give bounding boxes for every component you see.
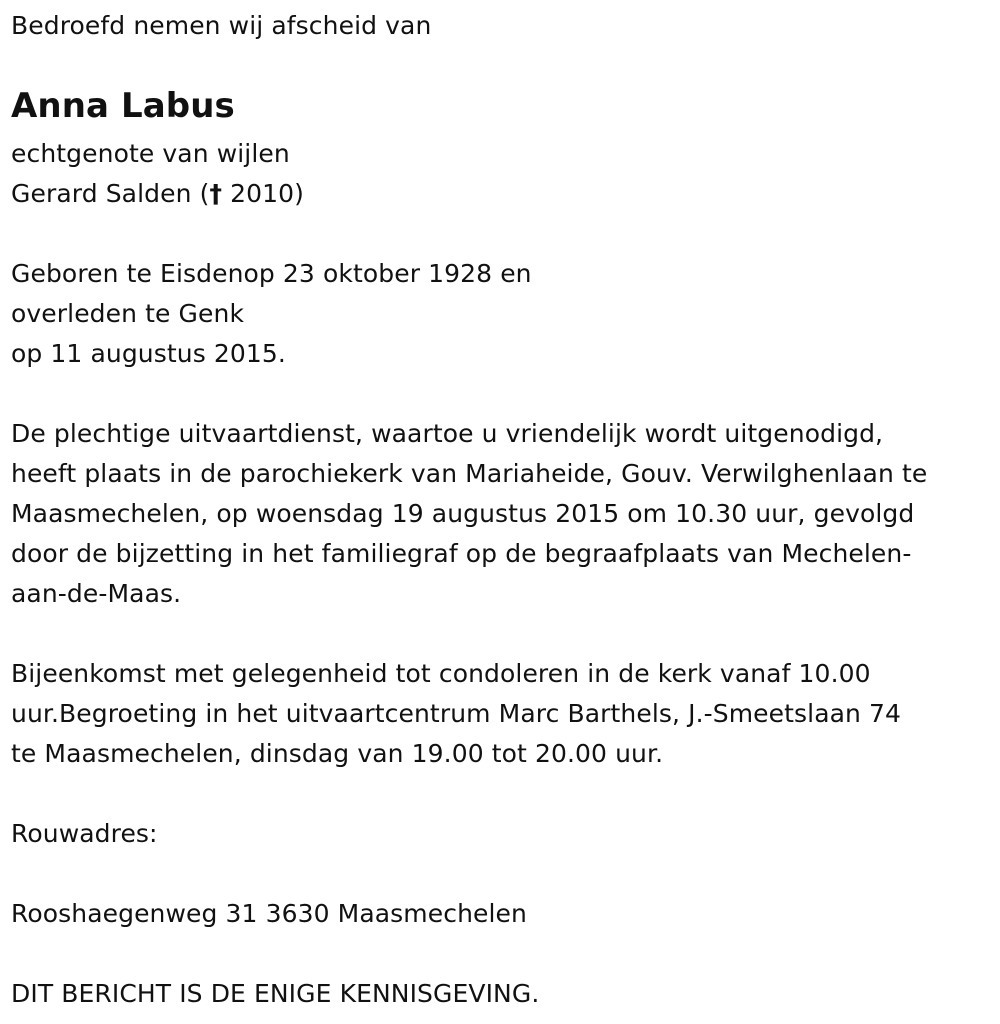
service-line: door de bijzetting in het familiegraf op de begraafplaats van Mechelen- bbox=[11, 539, 912, 568]
spouse-name: Gerard Salden ( bbox=[11, 179, 210, 208]
gathering-line: te Maasmechelen, dinsdag van 19.00 tot 20.00 uur. bbox=[11, 739, 664, 768]
service-line: Maasmechelen, op woensdag 19 augustus 2015 om 10.30 uur, gevolgd bbox=[11, 499, 915, 528]
birth-death-line: op 11 augustus 2015. bbox=[11, 339, 286, 368]
service-line: heeft plaats in de parochiekerk van Mariaheide, Gouv. Verwilghenlaan te bbox=[11, 459, 928, 488]
intro-text: Bedroefd nemen wij afscheid van bbox=[11, 11, 432, 40]
gathering-line: uur.Begroeting in het uitvaartcentrum Marc Barthels, J.-Smeetslaan 74 bbox=[11, 699, 902, 728]
birth-death-line: Geboren te Eisdenop 23 oktober 1928 en bbox=[11, 259, 532, 288]
address-label: Rouwadres: bbox=[11, 819, 158, 848]
spouse-line-1: echtgenote van wijlen bbox=[11, 139, 290, 168]
birth-death-block bbox=[11, 254, 532, 374]
cross-icon: † bbox=[209, 179, 223, 208]
service-block bbox=[11, 414, 927, 614]
gathering-block bbox=[11, 654, 901, 774]
spouse-death-year: 2010) bbox=[222, 179, 304, 208]
gathering-line: Bijeenkomst met gelegenheid tot condoleren in de kerk vanaf 10.00 bbox=[11, 659, 871, 688]
birth-death-line: overleden te Genk bbox=[11, 299, 245, 328]
service-line: aan-de-Maas. bbox=[11, 579, 182, 608]
service-line: De plechtige uitvaartdienst, waartoe u vriendelijk wordt uitgenodigd, bbox=[11, 419, 884, 448]
spouse-block bbox=[11, 134, 304, 214]
address: Rooshaegenweg 31 3630 Maasmechelen bbox=[11, 899, 527, 928]
spouse-line-2 bbox=[11, 174, 304, 214]
deceased-name: Anna Labus bbox=[11, 86, 235, 126]
final-notice: DIT BERICHT IS DE ENIGE KENNISGEVING. bbox=[11, 979, 540, 1008]
